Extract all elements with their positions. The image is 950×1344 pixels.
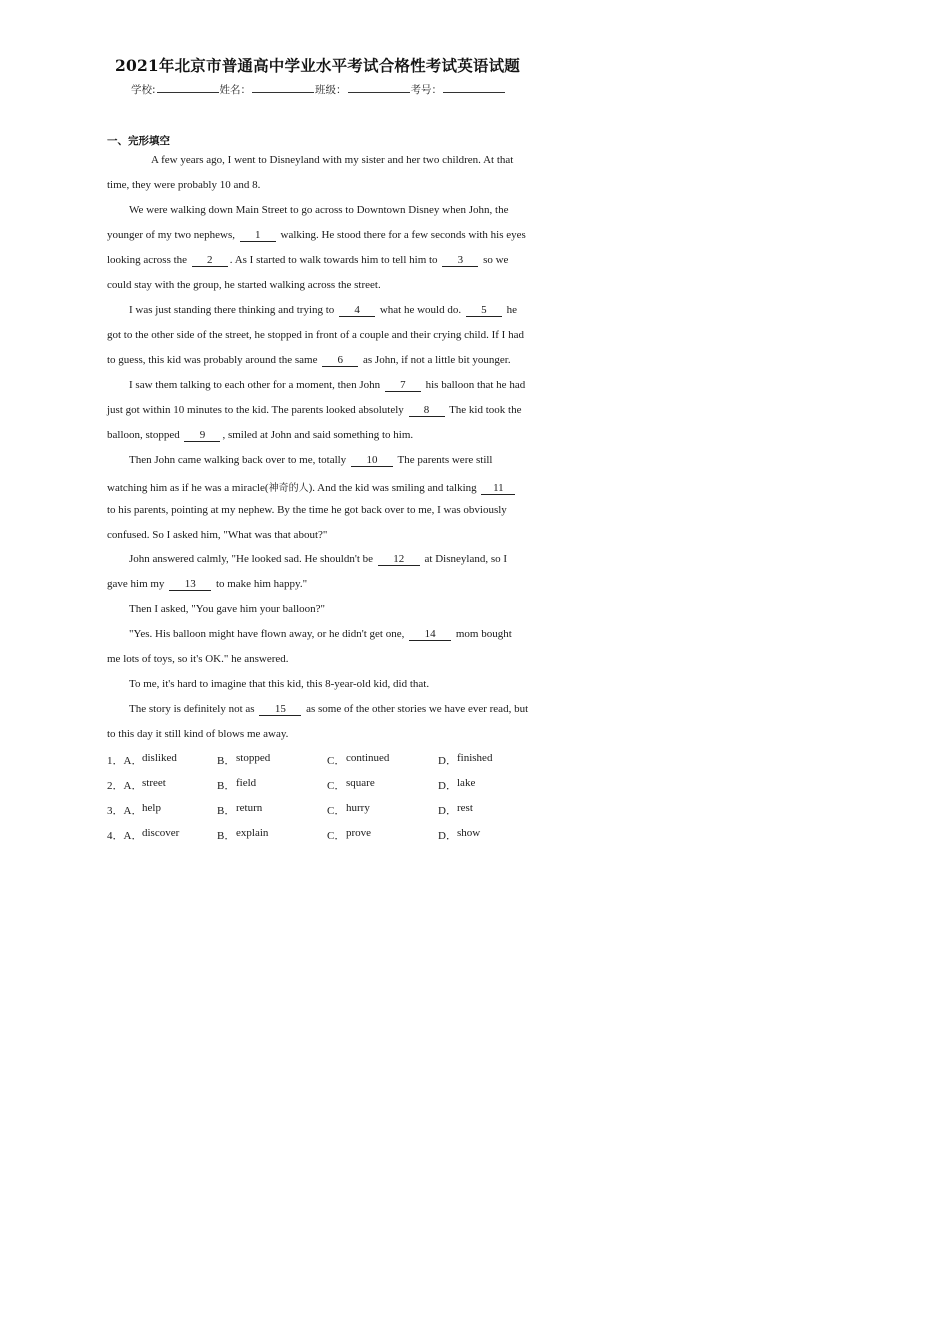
blank-3[interactable]: 3 bbox=[442, 254, 478, 267]
option-d-label: D． bbox=[438, 830, 457, 842]
option-a[interactable]: street bbox=[142, 777, 166, 789]
question-number: 2．A． bbox=[107, 780, 143, 792]
student-info-line bbox=[131, 82, 506, 97]
name-field[interactable] bbox=[252, 82, 314, 93]
passage-line: gave him my 13 to make him happy." bbox=[107, 578, 308, 590]
passage-line: me lots of toys, so it's OK." he answered. bbox=[107, 653, 289, 665]
section-heading: 一、完形填空 bbox=[107, 135, 170, 147]
blank-7[interactable]: 7 bbox=[385, 379, 421, 392]
passage-line: got to the other side of the street, he stopped in front of a couple and their crying child. If I had bbox=[107, 329, 524, 341]
blank-11[interactable]: 11 bbox=[481, 482, 515, 495]
question-number: 4．A． bbox=[107, 830, 143, 842]
passage-line: To me, it's hard to imagine that this kid, this 8-year-old kid, did that. bbox=[129, 678, 430, 690]
option-d[interactable]: show bbox=[457, 827, 481, 839]
passage-line: I was just standing there thinking and trying to 4 what he would do. 5 he bbox=[129, 304, 517, 316]
blank-15[interactable]: 15 bbox=[259, 703, 301, 716]
blank-13[interactable]: 13 bbox=[169, 578, 211, 591]
page-title: 2021年北京市普通高中学业水平考试合格性考试英语试题 bbox=[114, 56, 521, 75]
blank-14[interactable]: 14 bbox=[409, 628, 451, 641]
option-b-label: B． bbox=[217, 805, 236, 817]
option-b[interactable]: explain bbox=[236, 827, 269, 839]
option-b[interactable]: return bbox=[236, 802, 263, 814]
exam-number-field[interactable] bbox=[443, 82, 505, 93]
blank-2[interactable]: 2 bbox=[192, 254, 228, 267]
option-b[interactable]: field bbox=[236, 777, 257, 789]
blank-8[interactable]: 8 bbox=[409, 404, 445, 417]
name-label: 姓名： bbox=[219, 84, 252, 96]
passage-line: just got within 10 minutes to the kid. The parents looked absolutely 8 The kid took the bbox=[107, 404, 522, 416]
option-c-label: C． bbox=[327, 780, 346, 792]
option-c[interactable]: square bbox=[346, 777, 375, 789]
blank-1[interactable]: 1 bbox=[240, 229, 276, 242]
passage-line: John answered calmly, "He looked sad. He shouldn't be 12 at Disneyland, so I bbox=[129, 553, 508, 565]
option-c[interactable]: prove bbox=[346, 827, 372, 839]
option-b-label: B． bbox=[217, 830, 236, 842]
class-label: 班级： bbox=[315, 84, 347, 96]
passage-line: Then I asked, "You gave him your balloon?" bbox=[129, 603, 326, 615]
passage-line: watching him as if he was a miracle(神奇的人). And the kid was smiling and talking 11 bbox=[107, 479, 517, 495]
blank-12[interactable]: 12 bbox=[378, 553, 420, 566]
passage-line: time, they were probably 10 and 8. bbox=[107, 179, 261, 191]
passage-line: to this day it still kind of blows me away. bbox=[107, 728, 289, 740]
passage-line: I saw them talking to each other for a moment, then John 7 his balloon that he had bbox=[129, 379, 526, 391]
blank-10[interactable]: 10 bbox=[351, 454, 393, 467]
option-c-label: C． bbox=[327, 805, 346, 817]
passage-line: balloon, stopped 9 , smiled at John and said something to him. bbox=[107, 429, 414, 441]
option-d[interactable]: finished bbox=[457, 752, 493, 764]
exam-number-label: 考号： bbox=[410, 84, 443, 96]
option-b-label: B． bbox=[217, 780, 236, 792]
blank-4[interactable]: 4 bbox=[339, 304, 375, 317]
option-d[interactable]: rest bbox=[457, 802, 473, 814]
option-d[interactable]: lake bbox=[457, 777, 476, 789]
passage-line: to his parents, pointing at my nephew. By the time he got back over to me, I was obviously bbox=[107, 504, 507, 516]
passage-line: to guess, this kid was probably around the same 6 as John, if not a little bit younger. bbox=[107, 354, 511, 366]
blank-5[interactable]: 5 bbox=[466, 304, 502, 317]
option-c[interactable]: hurry bbox=[346, 802, 370, 814]
option-d-label: D． bbox=[438, 780, 457, 792]
option-d-label: D． bbox=[438, 755, 457, 767]
passage-line: The story is definitely not as 15 as some of the other stories we have ever read, but bbox=[129, 703, 529, 715]
passage-line: "Yes. His balloon might have flown away, or he didn't get one, 14 mom bought bbox=[129, 628, 512, 640]
option-c-label: C． bbox=[327, 830, 346, 842]
option-a[interactable]: discover bbox=[142, 827, 180, 839]
option-a[interactable]: disliked bbox=[142, 752, 177, 764]
blank-6[interactable]: 6 bbox=[322, 354, 358, 367]
option-d-label: D． bbox=[438, 805, 457, 817]
passage-line: younger of my two nephews, 1 walking. He stood there for a few seconds with his eyes bbox=[107, 229, 526, 241]
passage-line: Then John came walking back over to me, totally 10 The parents were still bbox=[129, 454, 493, 466]
passage-line: could stay with the group, he started walking across the street. bbox=[107, 279, 381, 291]
school-field[interactable] bbox=[157, 82, 219, 93]
blank-9[interactable]: 9 bbox=[184, 429, 220, 442]
passage-line: We were walking down Main Street to go across to Downtown Disney when John, the bbox=[129, 204, 509, 216]
school-label: 学校: bbox=[131, 84, 156, 96]
question-number: 1．A． bbox=[107, 755, 143, 767]
option-c-label: C． bbox=[327, 755, 346, 767]
option-a[interactable]: help bbox=[142, 802, 161, 814]
option-b[interactable]: stopped bbox=[236, 752, 271, 764]
passage-line: A few years ago, I went to Disneyland with my sister and her two children. At that bbox=[151, 154, 514, 166]
option-c[interactable]: continued bbox=[346, 752, 390, 764]
option-b-label: B． bbox=[217, 755, 236, 767]
passage-line: confused. So I asked him, "What was that about?" bbox=[107, 529, 328, 541]
passage-line: looking across the 2 . As I started to walk towards him to tell him to 3 so we bbox=[107, 254, 509, 266]
class-field[interactable] bbox=[348, 82, 410, 93]
question-number: 3．A． bbox=[107, 805, 143, 817]
